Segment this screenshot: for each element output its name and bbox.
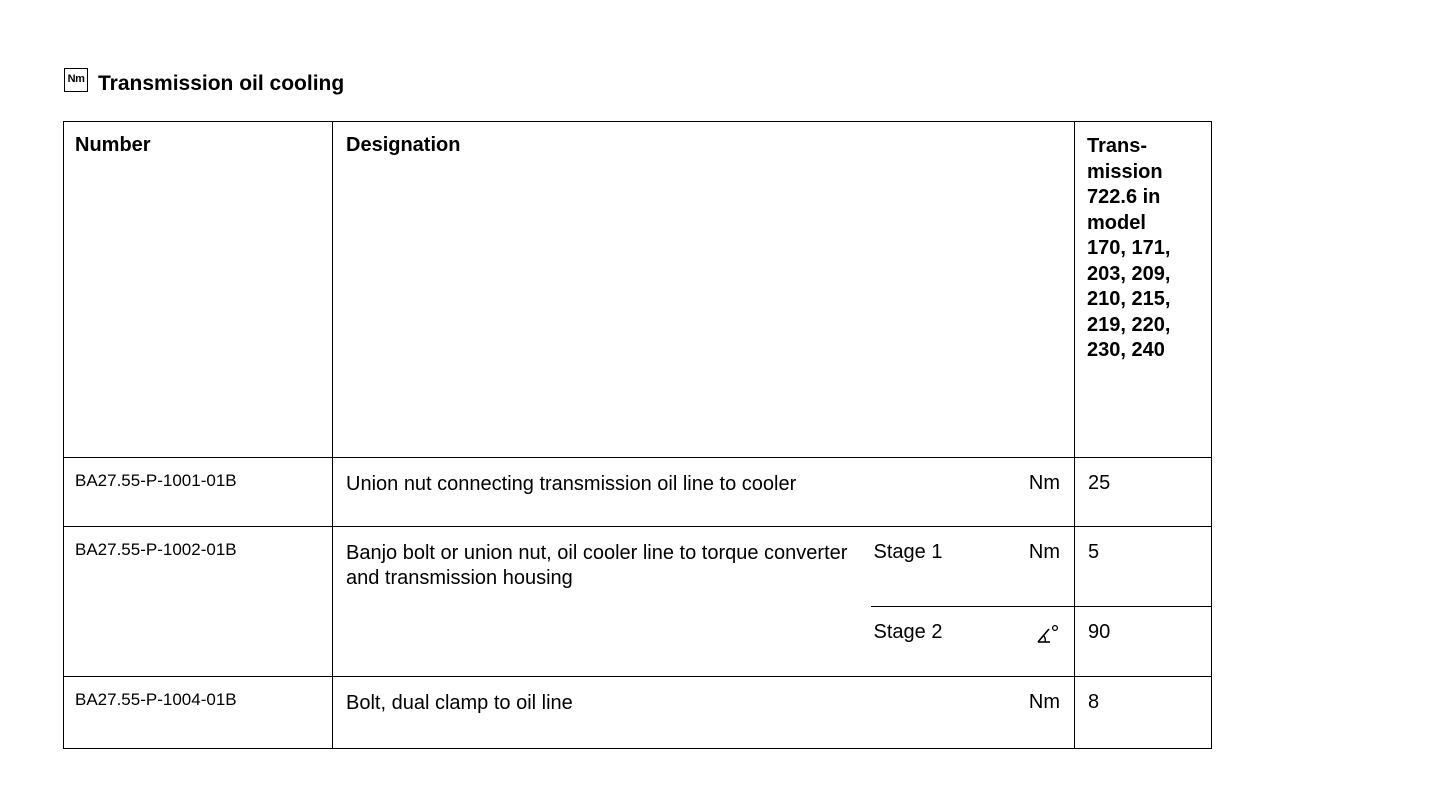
row-unit-icon-cell bbox=[977, 607, 1075, 677]
row-unit: Nm bbox=[977, 458, 1075, 527]
row-value: 5 bbox=[1075, 527, 1212, 607]
row-designation: Banjo bolt or union nut, oil cooler line to torque converter and transmission housing bbox=[333, 527, 871, 677]
table-row bbox=[64, 677, 1212, 749]
row-number: BA27.55-P-1004-01B bbox=[64, 677, 333, 749]
table-row bbox=[64, 527, 1212, 607]
row-number: BA27.55-P-1002-01B bbox=[64, 527, 333, 677]
torque-nm-icon: Nm bbox=[64, 68, 88, 92]
section-header bbox=[64, 72, 344, 96]
page-title: Transmission oil cooling bbox=[98, 72, 345, 95]
column-header-transmission bbox=[1075, 122, 1212, 458]
torque-table bbox=[63, 121, 1212, 749]
column-header-designation: Designation bbox=[333, 122, 1075, 458]
row-stage: Stage 2 bbox=[871, 607, 977, 677]
row-stage: Stage 1 bbox=[871, 527, 977, 607]
row-number: BA27.55-P-1001-01B bbox=[64, 458, 333, 527]
row-designation: Union nut connecting transmission oil line to cooler bbox=[333, 458, 977, 527]
table-row bbox=[64, 458, 1212, 527]
table-header-row bbox=[64, 122, 1212, 458]
column-header-number: Number bbox=[64, 122, 333, 458]
row-value: 8 bbox=[1075, 677, 1212, 749]
row-value: 90 bbox=[1075, 607, 1212, 677]
row-unit: Nm bbox=[977, 527, 1075, 607]
row-designation: Bolt, dual clamp to oil line bbox=[333, 677, 977, 749]
transmission-header-text: Trans- mission 722.6 in model 170, 171, 203, 209, 210, 215, 219, 220, 230, 240 bbox=[1087, 135, 1171, 361]
row-value: 25 bbox=[1075, 458, 1212, 527]
angle-degree-icon bbox=[1036, 623, 1060, 651]
row-unit: Nm bbox=[977, 677, 1075, 749]
